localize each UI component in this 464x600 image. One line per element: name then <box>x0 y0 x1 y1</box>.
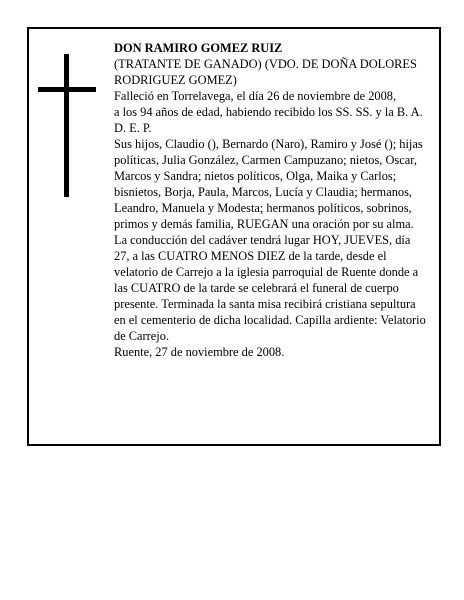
cross-vertical-bar <box>64 54 69 197</box>
obituary-text <box>114 40 428 360</box>
subtitle: (TRATANTE DE GANADO) (VDO. DE DOÑA DOLORES RODRIGUEZ GOMEZ) <box>114 57 417 87</box>
age-line: a los 94 años de edad, habiendo recibido los SS. SS. y la B. A. <box>114 105 423 119</box>
rip-line: D. E. P. <box>114 121 152 135</box>
cross-horizontal-bar <box>38 87 96 92</box>
deceased-name: DON RAMIRO GOMEZ RUIZ <box>114 41 283 55</box>
notice-body: Sus hijos, Claudio (), Bernardo (Naro), Ramiro y José (); hijas políticas, Julia González, Carmen Campuzano; nietos, Oscar, Marcos y Sandra; nietos políticos, Olga, Maika y Carlos; bisnietos, Borja, Paula, Marcos, Lucía y Claudia; hermanos, Leandro, Manuela y Modesta; hermanos políticos, sobrinos, primos y demás familia, RUEGAN una oración por su alma. La conducción del cadáver tendrá lugar HOY, JUEVES, día 27, a las CUATRO MENOS DIEZ de la tarde, desde el velatorio de Carrejo a la iglesia parroquial de Ruente donde a las CUATRO de la tarde se celebrará el funeral de cuerpo presente. Terminada la santa misa recibirá cristiana sepultura en el cementerio de dicha localidad. Capilla ardiente: Velatorio de Carrejo. <box>114 137 426 343</box>
death-line: Falleció en Torrelavega, el día 26 de noviembre de 2008, <box>114 89 397 103</box>
place-date: Ruente, 27 de noviembre de 2008. <box>114 345 285 359</box>
